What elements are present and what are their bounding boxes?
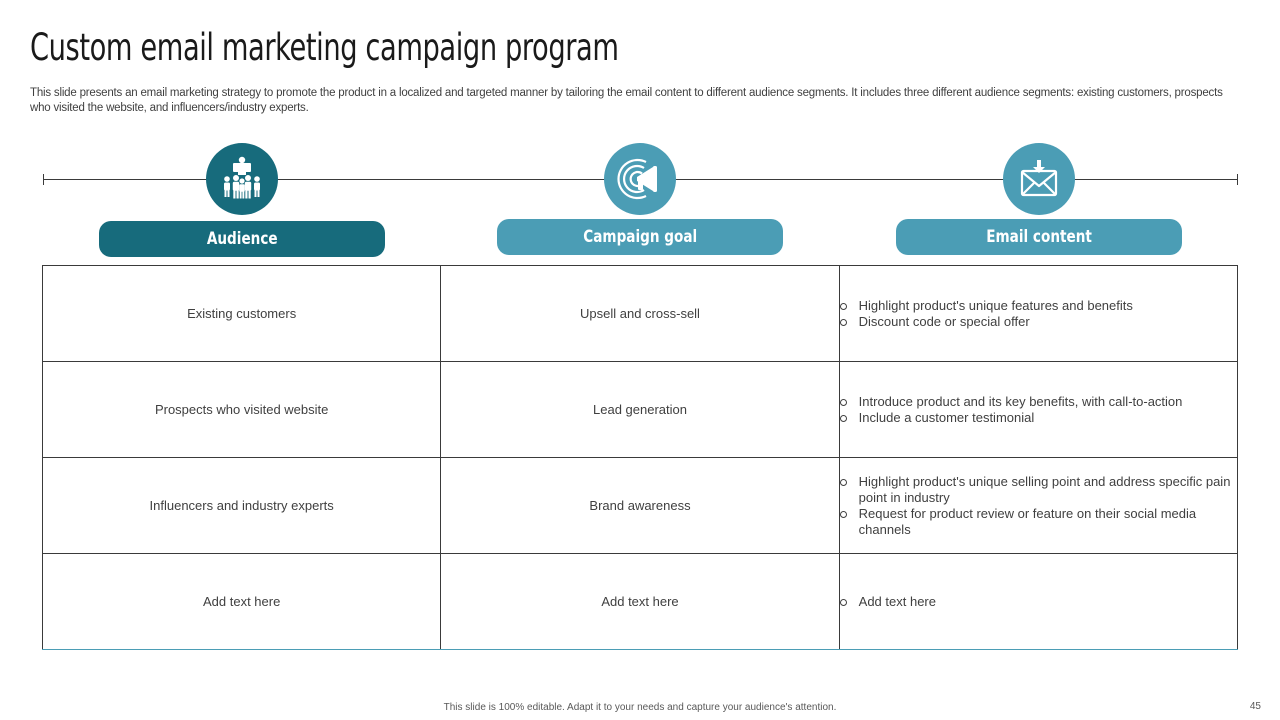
email-content-cell bbox=[839, 362, 1237, 458]
audience-cell: Existing customers bbox=[43, 266, 441, 362]
slide-title: Custom email marketing campaign program bbox=[30, 26, 619, 69]
email-content-cell bbox=[839, 554, 1237, 650]
table-row bbox=[43, 362, 1238, 458]
column-header-campaign-goal bbox=[497, 219, 783, 255]
table-row bbox=[43, 458, 1238, 554]
column-header-label: Audience bbox=[206, 229, 278, 249]
bullet-item: Add text here bbox=[840, 594, 1237, 610]
email-content-cell bbox=[839, 458, 1237, 554]
bullet-item: Highlight product's unique selling point and address specific pain point in industry bbox=[840, 474, 1237, 506]
bullet-list bbox=[840, 474, 1237, 538]
goal-cell: Brand awareness bbox=[441, 458, 839, 554]
column-header-label: Campaign goal bbox=[583, 227, 697, 247]
slide-description: This slide presents an email marketing strategy to promote the product in a localized and targeted manner by tailoring the email content to different audience segments. It includes three different audience segments: existing customers, prospects who visited the website, and influencers/industry experts. bbox=[30, 87, 1223, 114]
column-header-email-content bbox=[896, 219, 1182, 255]
goal-cell: Lead generation bbox=[441, 362, 839, 458]
bullet-item: Highlight product's unique features and benefits bbox=[840, 298, 1237, 314]
timeline-start-tick bbox=[43, 174, 44, 185]
bullet-list bbox=[840, 394, 1237, 426]
page-number: 45 bbox=[1249, 701, 1261, 712]
table-row bbox=[43, 266, 1238, 362]
column-header-audience bbox=[99, 221, 385, 257]
slide-footer-note: This slide is 100% editable. Adapt it to your needs and capture your audience's attention. bbox=[443, 702, 837, 713]
audience-cell: Prospects who visited website bbox=[43, 362, 441, 458]
audience-cell: Influencers and industry experts bbox=[43, 458, 441, 554]
bullet-item: Discount code or special offer bbox=[840, 314, 1237, 330]
email-download-icon bbox=[1003, 143, 1075, 215]
bullet-item: Request for product review or feature on their social media channels bbox=[840, 506, 1237, 538]
megaphone-target-icon bbox=[604, 143, 676, 215]
bullet-list bbox=[840, 594, 1237, 610]
audience-group-icon bbox=[206, 143, 278, 215]
email-content-cell bbox=[839, 266, 1237, 362]
bullet-item: Include a customer testimonial bbox=[840, 410, 1237, 426]
goal-cell: Add text here bbox=[441, 554, 839, 650]
timeline-end-tick bbox=[1237, 174, 1238, 185]
goal-cell: Upsell and cross-sell bbox=[441, 266, 839, 362]
bullet-list bbox=[840, 298, 1237, 330]
column-header-label: Email content bbox=[986, 227, 1092, 247]
audience-cell: Add text here bbox=[43, 554, 441, 650]
bullet-item: Introduce product and its key benefits, with call-to-action bbox=[840, 394, 1237, 410]
campaign-table bbox=[42, 265, 1238, 650]
table-row bbox=[43, 554, 1238, 650]
